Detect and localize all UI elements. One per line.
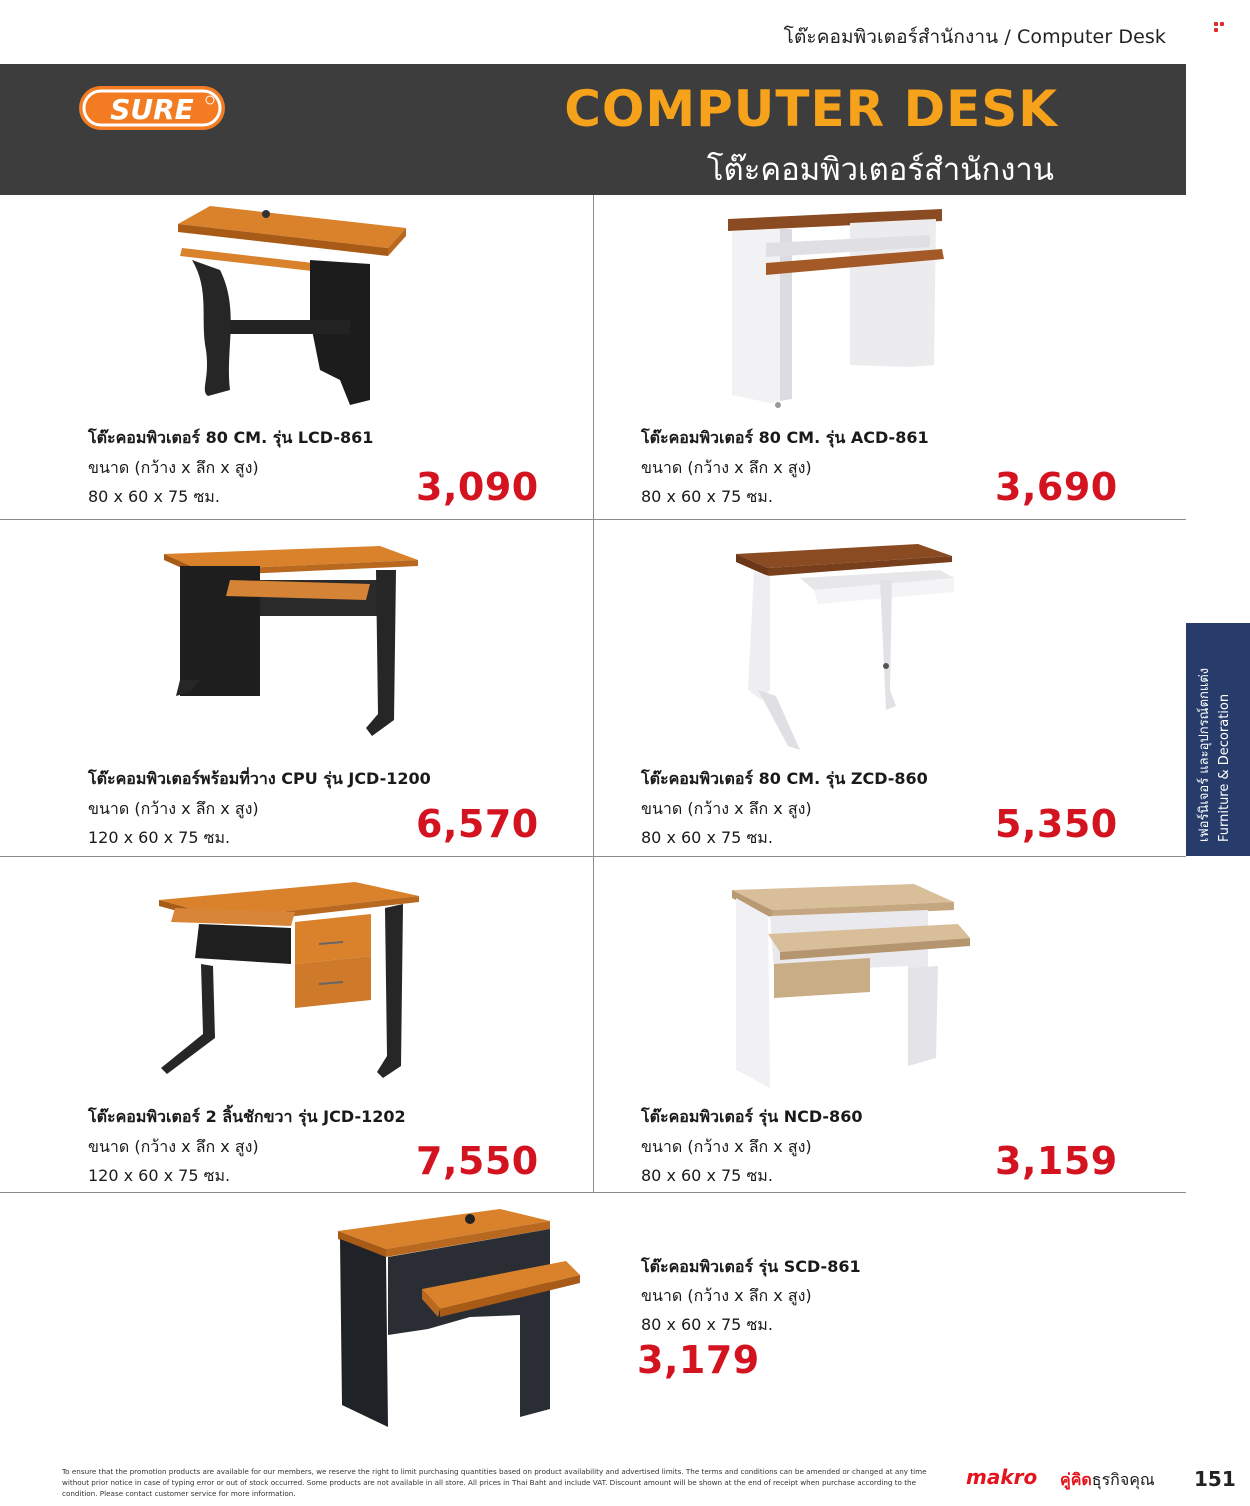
product-dimensions: 80 x 60 x 75 ซม. bbox=[88, 487, 220, 506]
product-dimensions: 80 x 60 x 75 ซม. bbox=[641, 1166, 773, 1185]
product-name: โต๊ะคอมพิวเตอร์ 2 ลิ้นชักขวา รุ่น JCD-1202 bbox=[88, 1107, 406, 1126]
product-image-jcd-1200 bbox=[160, 540, 425, 740]
divider bbox=[593, 195, 594, 520]
page-title: COMPUTER DESK bbox=[564, 80, 1058, 138]
section-side-tab bbox=[1186, 623, 1250, 856]
dimension-label: ขนาด (กว้าง x ลึก x สูง) bbox=[88, 799, 259, 818]
brand-name: SURE bbox=[110, 93, 194, 126]
page-number: 151 bbox=[1194, 1467, 1236, 1491]
product-name: โต๊ะคอมพิวเตอร์ 80 CM. รุ่น ZCD-860 bbox=[641, 769, 928, 788]
dimension-label: ขนาด (กว้าง x ลึก x สูง) bbox=[641, 799, 812, 818]
product-dimensions: 80 x 60 x 75 ซม. bbox=[641, 1315, 773, 1334]
product-price: 7,550 bbox=[416, 1139, 539, 1183]
makro-logo: makro bbox=[966, 1465, 1038, 1489]
product-dimensions: 80 x 60 x 75 ซม. bbox=[641, 828, 773, 847]
side-tab-thai: เฟอร์นิเจอร์ และอุปกรณ์ตกแต่ง bbox=[1197, 667, 1212, 842]
product-dimensions: 120 x 60 x 75 ซม. bbox=[88, 828, 231, 847]
product-image-scd-861 bbox=[330, 1205, 585, 1430]
sure-logo-icon bbox=[78, 84, 226, 132]
product-price: 5,350 bbox=[995, 802, 1118, 846]
product-image-jcd-1202 bbox=[155, 878, 430, 1078]
divider bbox=[0, 856, 1186, 857]
divider bbox=[0, 1192, 1186, 1193]
product-image-lcd-861 bbox=[170, 200, 420, 410]
product-price: 3,690 bbox=[995, 465, 1118, 509]
dimension-label: ขนาด (กว้าง x ลึก x สูง) bbox=[641, 458, 812, 477]
product-image-ncd-860 bbox=[728, 880, 973, 1090]
side-tab-english: Furniture & Decoration bbox=[1217, 693, 1232, 842]
product-price: 3,159 bbox=[995, 1139, 1118, 1183]
disclaimer-text: To ensure that the promotion products are available for our members, we reserve the right to limit purchasing quantities based on product availability and advertised limits. The terms and conditions can be amended or changed at any time without prior notice in case of typing error or out of stock occurred. Some products are not available in all store. All prices in Thai Baht and include VAT. Discount amount will be shown at the end of receipt when purchase according to the condition. Please contact customer service for more information. bbox=[62, 1467, 927, 1498]
breadcrumb: โต๊ะคอมพิวเตอร์สำนักงาน / Computer Desk bbox=[783, 26, 1166, 48]
dimension-label: ขนาด (กว้าง x ลึก x สูง) bbox=[641, 1137, 812, 1156]
product-price: 6,570 bbox=[416, 802, 539, 846]
tagline-highlight: คู่คิด bbox=[1060, 1470, 1092, 1489]
product-dimensions: 80 x 60 x 75 ซม. bbox=[641, 487, 773, 506]
dimension-label: ขนาด (กว้าง x ลึก x สูง) bbox=[88, 458, 259, 477]
tagline-rest: ธุรกิจคุณ bbox=[1091, 1470, 1155, 1489]
product-price: 3,090 bbox=[416, 465, 539, 509]
product-image-zcd-860 bbox=[730, 540, 960, 750]
divider bbox=[593, 520, 594, 857]
product-name: โต๊ะคอมพิวเตอร์พร้อมที่วาง CPU รุ่น JCD-1200 bbox=[88, 769, 431, 788]
page-subtitle: โต๊ะคอมพิวเตอร์สำนักงาน bbox=[706, 152, 1054, 188]
product-name: โต๊ะคอมพิวเตอร์ รุ่น SCD-861 bbox=[641, 1257, 861, 1276]
product-dimensions: 120 x 60 x 75 ซม. bbox=[88, 1166, 231, 1185]
product-name: โต๊ะคอมพิวเตอร์ 80 CM. รุ่น LCD-861 bbox=[88, 428, 374, 447]
product-image-acd-861 bbox=[720, 205, 960, 410]
dimension-label: ขนาด (กว้าง x ลึก x สูง) bbox=[641, 1286, 812, 1305]
corner-mark-icon bbox=[1214, 22, 1224, 32]
footer-tagline bbox=[1060, 1468, 1155, 1493]
product-price: 3,179 bbox=[637, 1338, 760, 1382]
product-name: โต๊ะคอมพิวเตอร์ รุ่น NCD-860 bbox=[641, 1107, 863, 1126]
header-banner bbox=[0, 64, 1186, 195]
product-name: โต๊ะคอมพิวเตอร์ 80 CM. รุ่น ACD-861 bbox=[641, 428, 929, 447]
divider bbox=[593, 857, 594, 1192]
dimension-label: ขนาด (กว้าง x ลึก x สูง) bbox=[88, 1137, 259, 1156]
divider bbox=[0, 519, 1186, 520]
